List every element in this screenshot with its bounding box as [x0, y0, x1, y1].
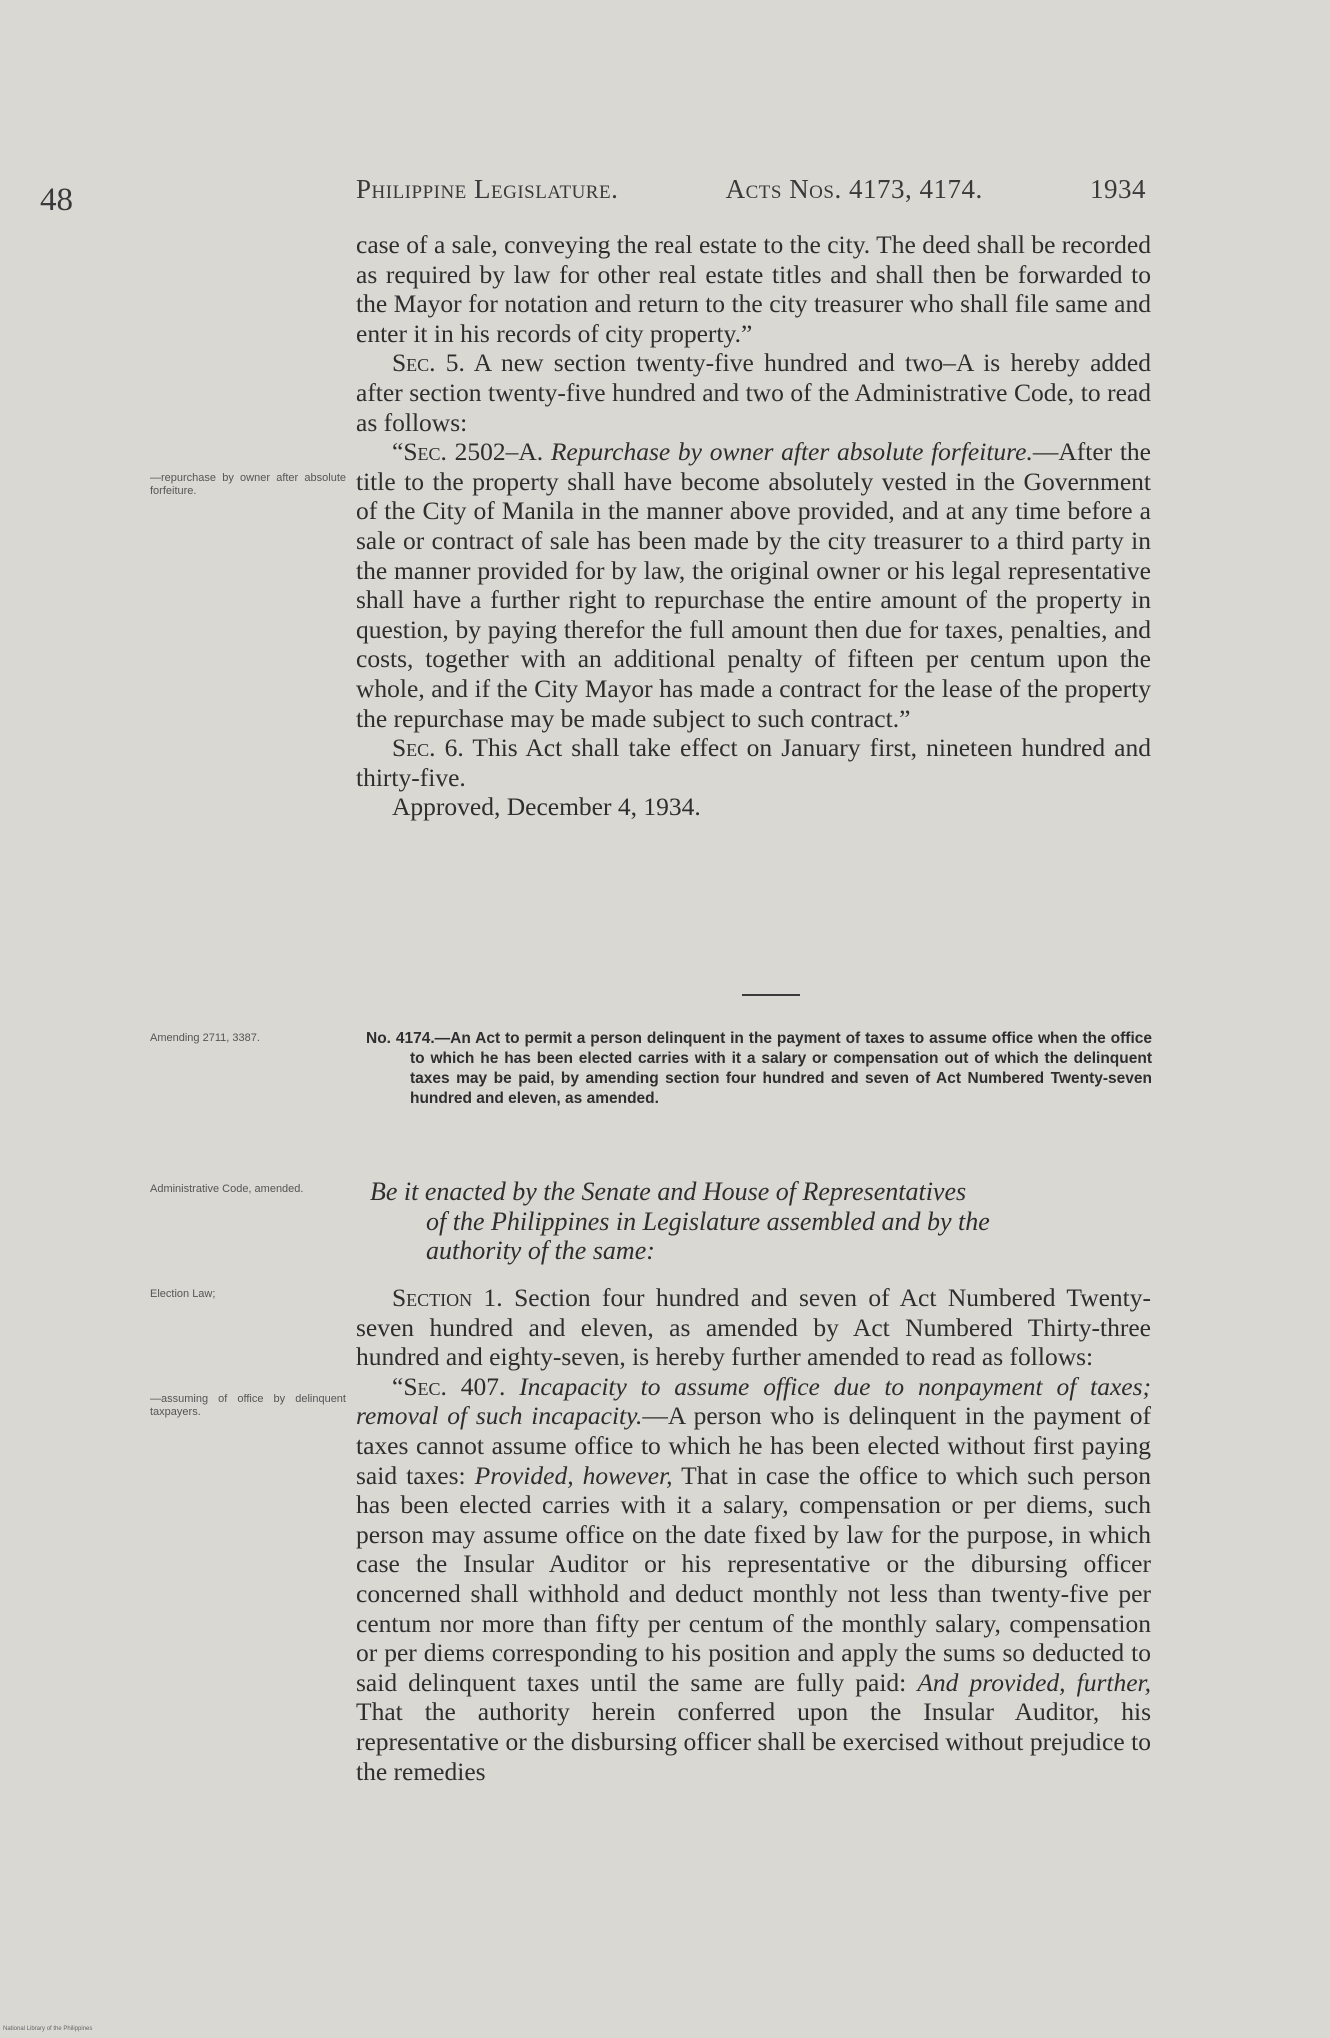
running-head-acts: Acts Nos. 4173, 4174.: [725, 174, 983, 204]
section-5-label: Sec. 5.: [392, 348, 465, 378]
margin-note-amending: Amending 2711, 3387.: [150, 1032, 260, 1044]
section-407-label: “Sec. 407.: [392, 1371, 506, 1401]
enacting-clause: [370, 1177, 1160, 1266]
running-head-title: Philippine Legislature.: [356, 174, 619, 204]
page-number: 48: [40, 182, 73, 218]
library-stamp: National Library of the Philippines: [3, 2026, 93, 2032]
enacting-line-3: authority of the same:: [426, 1236, 655, 1265]
paragraph-case-of-sale: case of a sale, conveying the real estate to the city. The deed shall be recorded as required by law for other real estate titles and shall then be forwarded to the Mayor for notation and return to the city treasurer who shall file same and enter it in his records of city property.”: [356, 230, 1151, 348]
section-6-text: This Act shall take effect on January first, nineteen hundred and thirty-five.: [356, 733, 1151, 792]
margin-note-election-law: Election Law;: [150, 1288, 216, 1300]
section-6-label: Sec. 6.: [392, 733, 464, 763]
section-1-label: Section 1.: [392, 1283, 503, 1312]
provided-however: Provided, however,: [474, 1460, 673, 1490]
running-head: [356, 174, 1146, 205]
section-407-text-1: —A person who is delinquent in the payment of taxes cannot assume office to which he has been elected without first paying said taxes:: [356, 1401, 1151, 1490]
act-4173-text: [356, 230, 1151, 822]
act-4174-text: [356, 1283, 1151, 1786]
enacting-line-1: Be it enacted by the Senate and House of Representatives: [370, 1177, 967, 1206]
running-head-year: 1934: [1090, 174, 1146, 204]
section-1: [356, 1283, 1151, 1372]
section-5-text: A new section twenty-five hundred and two–A is hereby added after section twenty-five hundred and two of the Administrative Code, to read as follows:: [356, 348, 1152, 437]
section-2502a-label: “Sec. 2502–A.: [392, 437, 544, 467]
section-1-text: Section four hundred and seven of Act Numbered Twenty-seven hundred and eleven, as amended by Act Numbered Thirty-three hundred and eighty-seven, is hereby further amended to read as follows:: [356, 1283, 1152, 1372]
section-407: [356, 1372, 1151, 1786]
provided-further: And provided, further,: [917, 1667, 1151, 1697]
act-4174-title: [366, 1029, 1152, 1109]
enacting-line-2: of the Philippines in Legislature assembled and by the: [426, 1206, 990, 1236]
approved-date: Approved, December 4, 1934.: [392, 792, 701, 822]
section-407-text-2: That in case the office to which such person has been elected carries with it a salary, compensation or per diems, such person may assume office on the date fixed by law for the purpose, in which case the Insular Auditor or his representative or the dibursing officer concerned shall withhold and deduct monthly not less than twenty-five per centum nor more than fifty per centum of the monthly salary, compensation or per diems corresponding to his position and apply the sums so deducted to said delinquent taxes until the same are fully paid:: [356, 1460, 1152, 1697]
margin-note-repurchase: —repurchase by owner after absolute forfeiture.: [150, 472, 346, 497]
act-4174-title-text: —An Act to permit a person delinquent in the payment of taxes to assume office when the office to which he has been elected carries with it a salary or compensation out of which the delinquent taxes may be paid, by amending section four hundred and seven of Act Numbered Twenty-seven hundred and eleven, as amended.: [410, 1030, 1152, 1107]
section-6: [356, 733, 1151, 792]
section-2502a-title: Repurchase by owner after absolute forfeiture.: [550, 437, 1033, 467]
section-divider: [742, 994, 800, 996]
section-2502a: [356, 437, 1151, 733]
section-407-title: Incapacity to assume office due to nonpayment of taxes; removal of such incapacity.: [356, 1371, 1152, 1431]
section-2502a-text: —After the title to the property shall have become absolutely vested in the Government of the City of Manila in the manner above provided, and at any time before a sale or contract of sale has been made by the city treasurer to a third party in the manner provided for by law, the original owner or his legal representative shall have a further right to repurchase the entire amount of the property in question, by paying therefor the full amount then due for taxes, penalties, and costs, together with an additional penalty of fifteen per centum upon the whole, and if the City Mayor has made a contract for the lease of the property the repurchase may be made subject to such contract.”: [356, 437, 1151, 733]
section-407-text-3: That the authority herein conferred upon the Insular Auditor, his representative or the disbursing officer shall be exercised without prejudice to the remedies: [356, 1697, 1151, 1786]
act-4174-number: No. 4174.: [366, 1030, 435, 1047]
margin-note-assuming-office: —assuming of office by delinquent taxpayers.: [150, 1393, 346, 1418]
section-5: [356, 348, 1151, 437]
margin-note-admin-code: Administrative Code, amended.: [150, 1183, 304, 1195]
